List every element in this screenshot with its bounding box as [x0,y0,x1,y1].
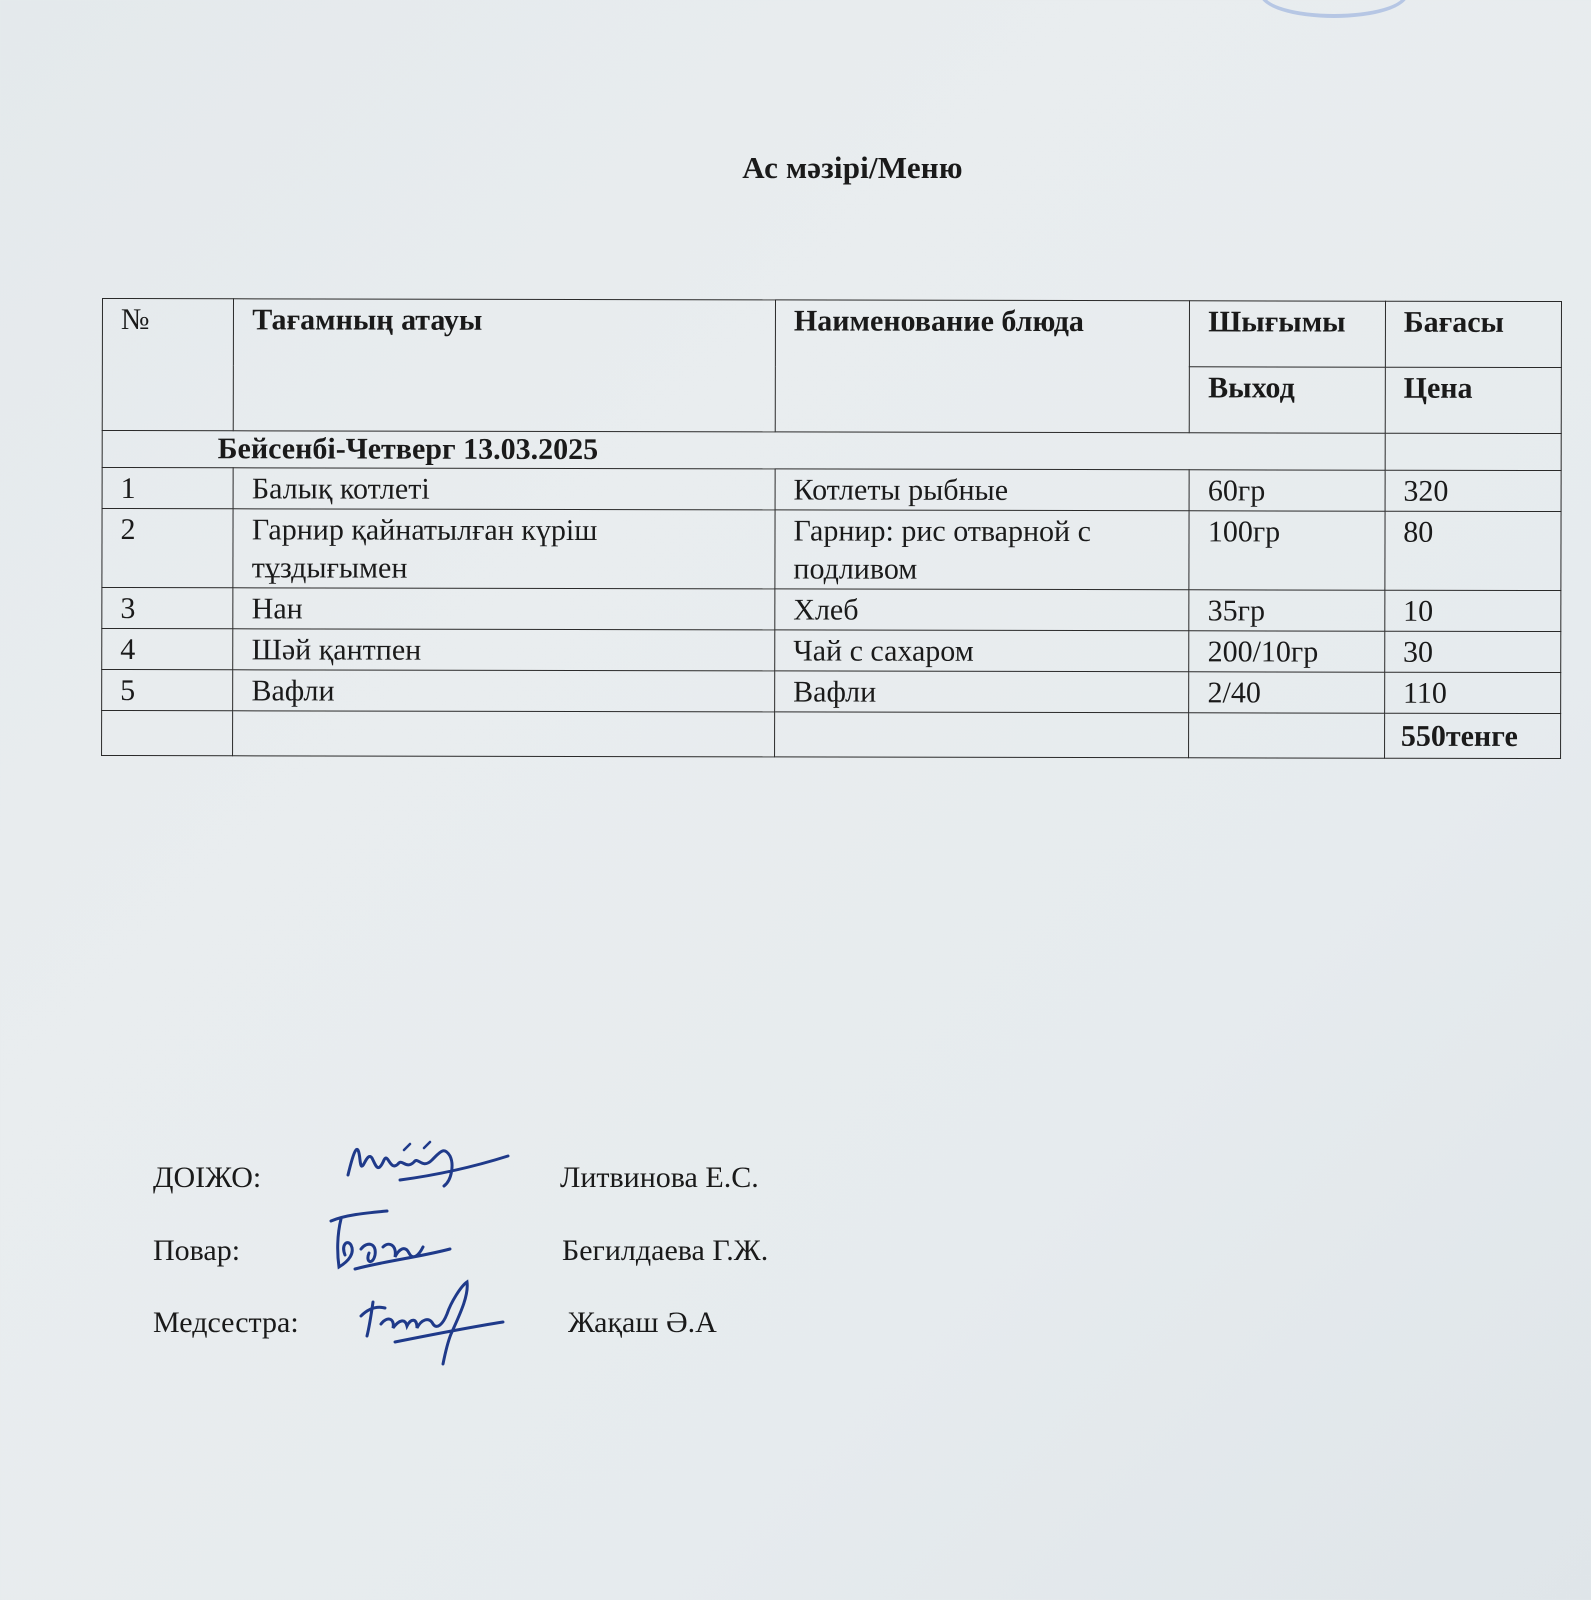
dish-price: 10 [1385,590,1561,631]
table-row [102,670,1561,714]
dish-name-kz: Вафли [233,670,775,712]
header-price-ru: Цена [1385,367,1561,433]
dish-name-ru: Хлеб [775,589,1189,631]
row-number: 1 [102,468,233,509]
dish-name-kz: Балық котлеті [233,468,775,510]
table-header-row [102,299,1561,368]
dish-price: 30 [1385,631,1561,672]
dish-name-kz: Гарнир қайнатылған күріш тұздығымен [233,509,775,589]
table-row [102,629,1561,673]
header-output-ru: Выход [1190,367,1386,433]
day-label: Бейсенбі-Четверг 13.03.2025 [102,431,1385,471]
dish-name-ru: Гарнир: рис отварной с подливом [775,510,1190,590]
handwritten-signature [340,1130,520,1200]
row-number: 5 [102,670,233,711]
row-number: 2 [102,509,233,588]
row-number: 3 [102,588,233,629]
signature-name: Литвинова Е.С. [560,1161,759,1194]
day-row [102,431,1561,471]
dish-name-ru: Чай с сахаром [775,630,1189,672]
signature-name: Жақаш Ә.А [568,1306,717,1339]
dish-name-kz: Нан [233,588,775,630]
empty-cell [775,712,1189,758]
table-row [102,588,1561,632]
signature-role: Медсестра: [153,1306,299,1339]
dish-output: 35гр [1189,590,1385,631]
dish-name-ru: Вафли [775,671,1189,713]
empty-cell [1385,433,1561,470]
signature-role: Повар: [153,1234,241,1267]
handwritten-signature [355,1272,515,1372]
dish-output: 60гр [1189,470,1385,511]
header-name-ru: Наименование блюда [775,300,1190,433]
row-number: 4 [102,629,233,670]
signature-name: Бегилдаева Г.Ж. [562,1234,769,1267]
empty-cell [1189,713,1385,758]
dish-name-kz: Шәй қантпен [233,629,775,671]
dish-price: 320 [1385,470,1561,511]
dish-output: 100гр [1189,511,1385,590]
menu-table [101,298,1562,759]
dish-name-ru: Котлеты рыбные [775,469,1189,511]
empty-cell [233,711,775,757]
header-output-kz: Шығымы [1190,301,1386,367]
total-row [102,711,1561,759]
dish-output: 200/10гр [1189,631,1385,672]
total-price: 550тенге [1384,713,1560,758]
table-row [102,509,1561,591]
document-title: Ас мәзірі/Меню [742,150,963,185]
header-number: № [102,299,234,431]
header-name-kz: Тағамның атауы [234,299,776,432]
signature-role: ДОІЖО: [153,1161,262,1194]
dish-price: 110 [1384,672,1560,713]
stamp-fragment [1260,0,1408,18]
dish-price: 80 [1385,511,1561,590]
header-price-kz: Бағасы [1385,301,1561,367]
dish-output: 2/40 [1189,672,1385,713]
empty-cell [102,711,233,756]
table-row [102,468,1561,512]
